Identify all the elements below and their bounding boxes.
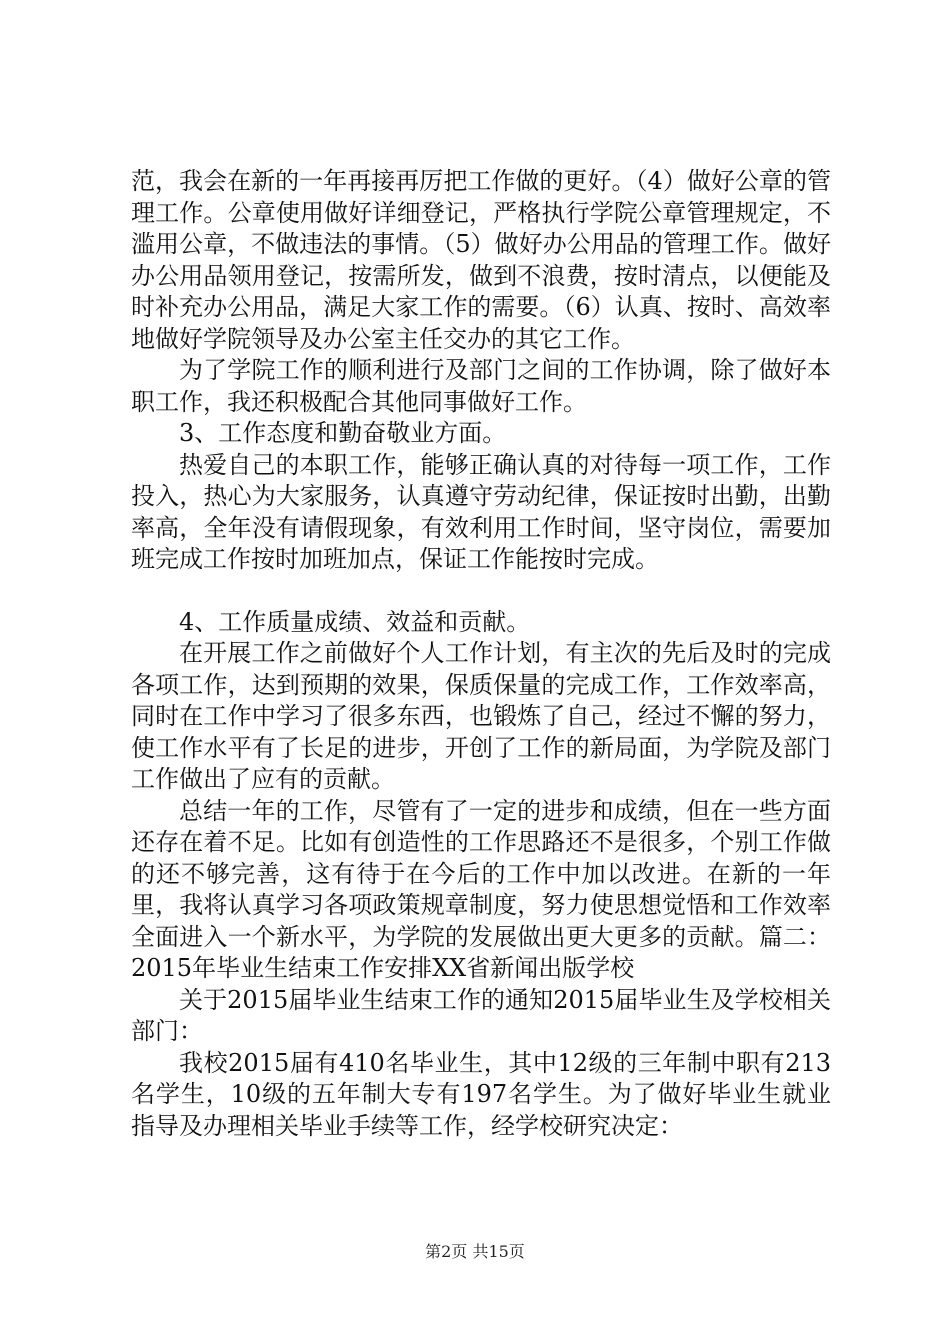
paragraph-cooperation: 为了学院工作的顺利进行及部门之间的工作协调，除了做好本职工作，我还积极配合其他同事做好工作。: [131, 356, 831, 416]
paragraph-continuation: 范，我会在新的一年再接再厉把工作做的更好。（4）做好公章的管理工作。公章使用做好详细登记，严格执行学院公章管理规定，不滥用公章，不做违法的事情。（5）做好办公用品的管理工作。做好办公用品领用登记，按需所发，做到不浪费，按时清点，以便能及时补充办公用品，满足大家工作的需要。（6）认真、按时、高效率地做好学院领导及办公室主任交办的其它工作。: [131, 167, 831, 353]
section-heading-work-attitude: 3、工作态度和勤奋敬业方面。: [179, 419, 507, 447]
paragraph-graduates-info: 我校2015届有410名毕业生，其中12级的三年制中职有213名学生，10级的五年制大专有197名学生。为了做好毕业生就业指导及办理相关毕业手续等工作，经学校研究决定：: [131, 1048, 831, 1140]
paragraph-work-quality: 在开展工作之前做好个人工作计划，有主次的先后及时的完成各项工作，达到预期的效果，保质保量的完成工作，工作效率高，同时在工作中学习了很多东西，也锻炼了自己，经过不懈的努力，使工作水平有了长足的进步，开创了工作的新局面，为学院及部门工作做出了应有的贡献。: [131, 639, 831, 793]
paragraph-notice-title: 关于2015届毕业生结束工作的通知2015届毕业生及学校相关部门：: [131, 985, 831, 1045]
page-number-footer: 第2页 共15页: [425, 1242, 525, 1261]
paragraph-work-attitude: 热爱自己的本职工作，能够正确认真的对待每一项工作，工作投入，热心为大家服务，认真遵守劳动纪律，保证按时出勤，出勤率高，全年没有请假现象，有效利用工作时间，坚守岗位，需要加班完成工作按时加班加点，保证工作能按时完成。: [131, 450, 831, 573]
paragraph-summary: 总结一年的工作，尽管有了一定的进步和成绩，但在一些方面还存在着不足。比如有创造性的工作思路还不是很多，个别工作做的还不够完善，这有待于在今后的工作中加以改进。在新的一年里，我将认真学习各项政策规章制度，努力使思想觉悟和工作效率全面进入一个新水平，为学院的发展做出更大更多的贡献。篇二：2015年毕业生结束工作安排XX省新闻出版学校: [131, 796, 831, 982]
section-heading-work-quality: 4、工作质量成绩、效益和贡献。: [179, 607, 531, 636]
document-body: [131, 166, 831, 1142]
